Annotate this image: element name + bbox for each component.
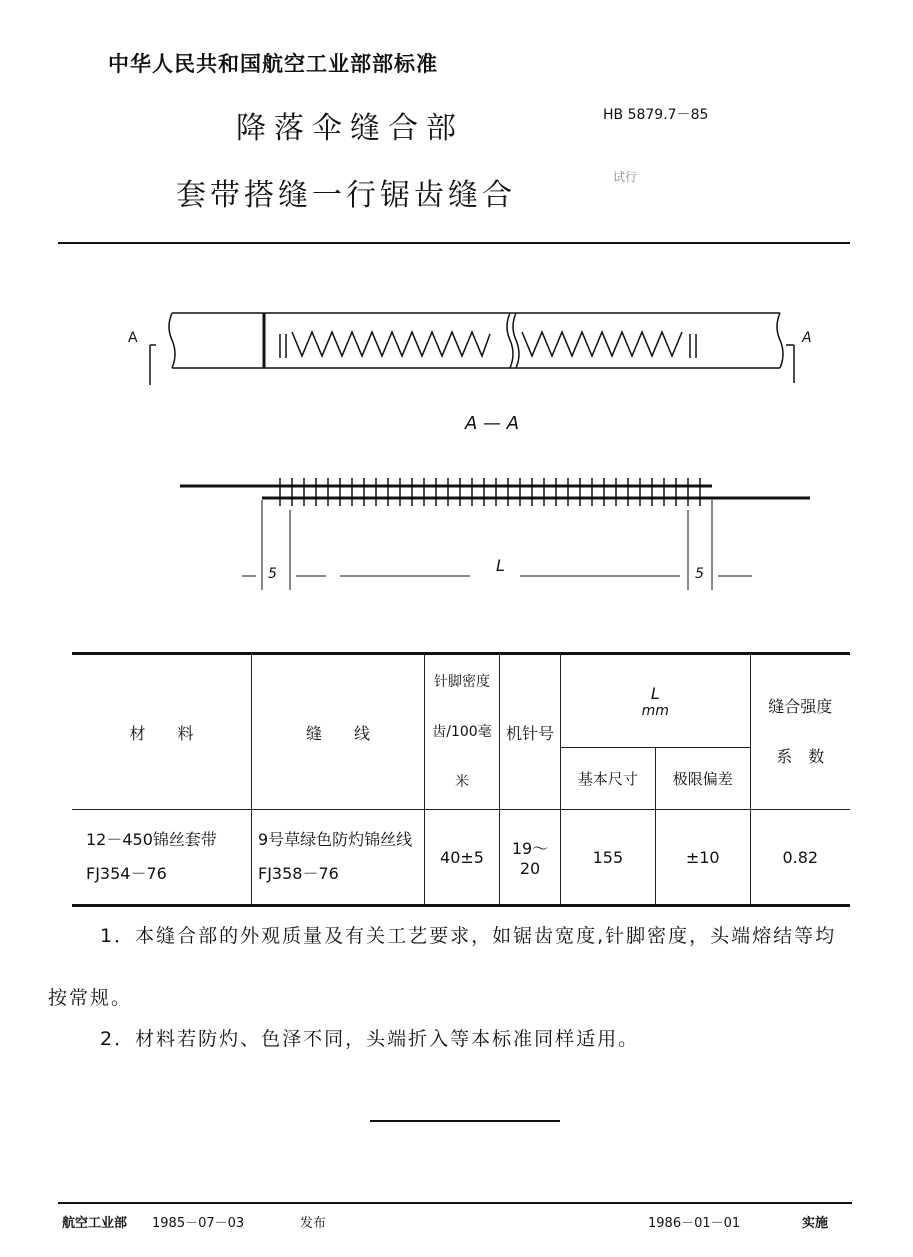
footer-effective-label: 实施 — [802, 1216, 829, 1231]
cell-needle: 19～20 — [500, 810, 561, 906]
header-tolerance: 极限偏差 — [655, 748, 750, 810]
section-title: A — A — [465, 413, 520, 434]
note-1: 1．本缝合部的外观质量及有关工艺要求，如锯齿宽度,针脚密度，头端熔结等均按常规。 — [48, 925, 837, 1009]
header-thread: 缝 线 — [252, 654, 425, 810]
footer-effective-date: 1986－01－01 — [648, 1216, 741, 1231]
cell-stitch-density: 40±5 — [425, 810, 500, 906]
L-unit: mm — [641, 702, 669, 719]
L-label: L — [650, 683, 660, 703]
dimension-length: L — [496, 556, 505, 575]
title-line-1: 降落伞缝合部 — [236, 111, 464, 146]
cell-coefficient: 0.82 — [750, 810, 850, 906]
material-name: 12－450锦丝套带 — [86, 830, 217, 849]
stitch-density-label: 针脚密度 — [434, 674, 490, 690]
issuing-organization: 中华人民共和国航空工业部部标准 — [108, 52, 438, 76]
header-material: 材 料 — [72, 654, 252, 810]
dimension-left: 5 — [268, 566, 277, 582]
cell-tolerance: ±10 — [655, 810, 750, 906]
section-label-left: A — [128, 330, 138, 346]
note-2: 2．材料若防灼、色泽不同，头端折入等本标准同样适用。 — [100, 1028, 640, 1050]
top-view — [150, 313, 794, 385]
table-row — [72, 810, 850, 906]
header-needle: 机针号 — [500, 654, 561, 810]
header-L — [561, 654, 751, 748]
code-note: 试行 — [613, 170, 638, 184]
coefficient-label: 系 数 — [776, 747, 825, 766]
end-rule — [370, 1120, 560, 1122]
cell-thread — [252, 810, 425, 906]
title-line-2: 套带搭缝一行锯齿缝合 — [176, 178, 516, 213]
section-label-right: A — [802, 330, 812, 346]
header-strength — [750, 654, 850, 810]
footer-issue-label: 发布 — [300, 1216, 327, 1231]
header-stitch-density — [425, 654, 500, 810]
standard-code: HB 5879.7－85 — [603, 107, 709, 123]
thread-spec: FJ358－76 — [258, 864, 339, 883]
thread-name: 9号草绿色防灼锦丝线 — [258, 830, 413, 849]
strength-label: 缝合强度 — [768, 697, 833, 716]
material-spec: FJ354－76 — [86, 864, 167, 883]
footer-issuer: 航空工业部 — [62, 1216, 128, 1231]
dimension-right: 5 — [695, 566, 704, 582]
spec-table — [72, 652, 850, 907]
footer-divider — [58, 1202, 852, 1204]
cell-basic-size: 155 — [561, 810, 656, 906]
footer-issue-date: 1985－07－03 — [152, 1216, 245, 1231]
cell-material — [72, 810, 252, 906]
header-basic-size: 基本尺寸 — [561, 748, 656, 810]
stitch-density-unit: 齿/100毫米 — [432, 724, 492, 790]
